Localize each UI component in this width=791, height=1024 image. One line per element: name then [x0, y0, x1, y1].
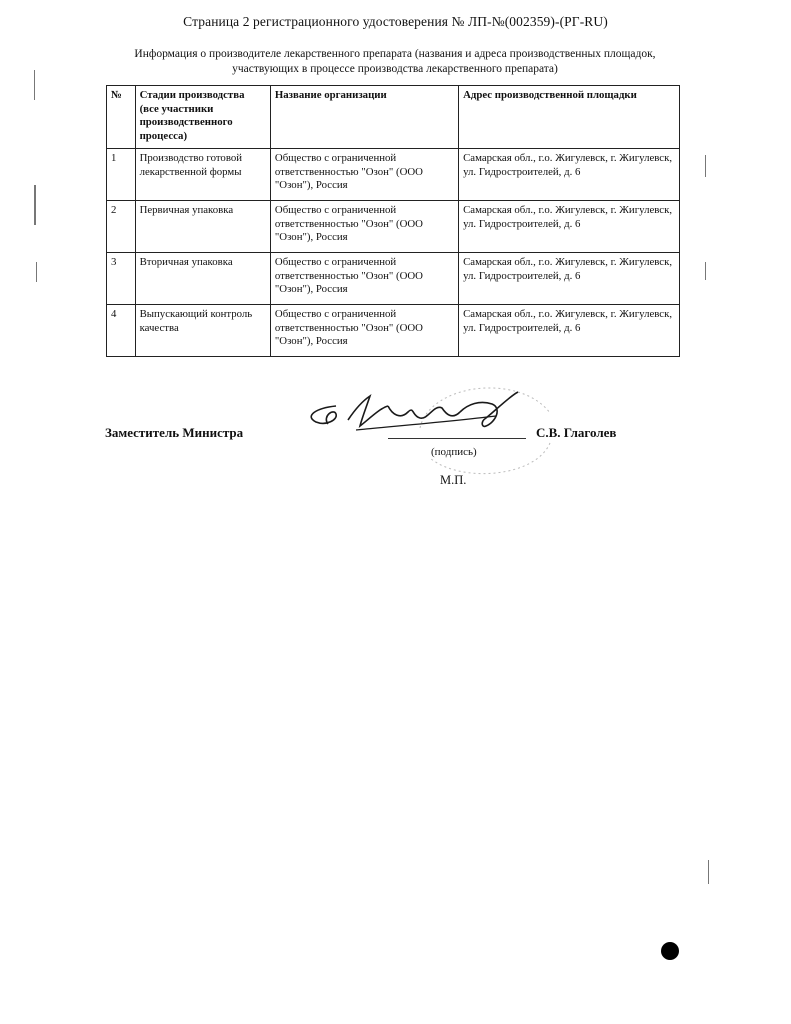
header-stage: Стадии производства (все участники производственного процесса): [135, 86, 270, 149]
row-address: Самарская обл., г.о. Жигулевск, г. Жигулевск, ул. Гидростроителей, д. 6: [459, 201, 680, 253]
heading-line-2: участвующих в процессе производства лекарственного препарата): [232, 63, 558, 75]
handwritten-signature: [296, 386, 536, 446]
row-stage: Первичная упаковка: [135, 201, 270, 253]
row-organization: Общество с ограниченной ответственностью "Озон" (ООО "Озон"), Россия: [270, 305, 458, 357]
page-title: Страница 2 регистрационного удостоверения № ЛП-№(002359)-(РГ-RU): [183, 14, 608, 29]
header-num: №: [107, 86, 136, 149]
seal-place-label: М.П.: [440, 473, 467, 487]
row-num: 2: [107, 201, 136, 253]
manufacturer-table: [106, 85, 680, 357]
row-num: 4: [107, 305, 136, 357]
signer-position: Заместитель Министра: [105, 425, 244, 440]
row-stage: Выпускающий контроль качества: [135, 305, 270, 357]
row-organization: Общество с ограниченной ответственностью "Озон" (ООО "Озон"), Россия: [270, 253, 458, 305]
scan-artifact: [34, 185, 36, 225]
row-organization: Общество с ограниченной ответственностью "Озон" (ООО "Озон"), Россия: [270, 201, 458, 253]
scan-artifact: [705, 155, 706, 177]
signature-caption: (подпись): [431, 446, 477, 458]
row-address: Самарская обл., г.о. Жигулевск, г. Жигулевск, ул. Гидростроителей, д. 6: [459, 253, 680, 305]
row-stage: Вторичная упаковка: [135, 253, 270, 305]
table-row: [107, 253, 680, 305]
heading-line-1: Информация о производителе лекарственного препарата (названия и адреса производственных площадок,: [134, 48, 656, 60]
row-num: 1: [107, 149, 136, 201]
table-row: [107, 201, 680, 253]
manufacturer-info-heading: [100, 47, 690, 77]
scan-dot-mark: [661, 942, 679, 960]
table-header-row: [107, 86, 680, 149]
header-organization: Название организации: [270, 86, 458, 149]
signature-line: [388, 438, 526, 439]
scan-artifact: [705, 262, 706, 280]
scan-artifact: [36, 262, 37, 282]
row-stage: Производство готовой лекарственной формы: [135, 149, 270, 201]
scan-artifact: [34, 70, 35, 100]
row-address: Самарская обл., г.о. Жигулевск, г. Жигулевск, ул. Гидростроителей, д. 6: [459, 305, 680, 357]
signer-name: С.В. Глаголев: [536, 425, 617, 440]
row-organization: Общество с ограниченной ответственностью "Озон" (ООО "Озон"), Россия: [270, 149, 458, 201]
table-row: [107, 149, 680, 201]
scan-artifact: [708, 860, 709, 884]
row-address: Самарская обл., г.о. Жигулевск, г. Жигулевск, ул. Гидростроителей, д. 6: [459, 149, 680, 201]
row-num: 3: [107, 253, 136, 305]
table-row: [107, 305, 680, 357]
header-address: Адрес производственной площадки: [459, 86, 680, 149]
